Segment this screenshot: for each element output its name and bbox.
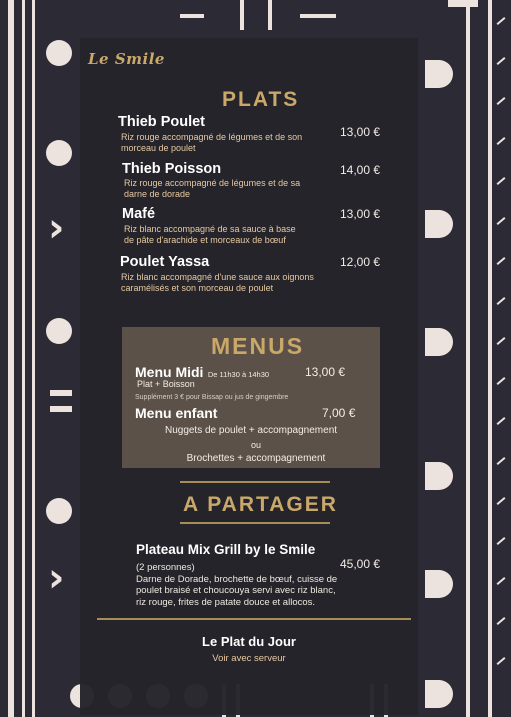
brand-logo: Le Smile [88,50,165,68]
item-desc: Riz blanc accompagné d'une sauce aux oignons caramélisés et son morceau de poulet [121,272,314,293]
item-price: 14,00 € [340,163,381,177]
plat-du-jour-title: Le Plat du Jour [202,634,296,649]
partager-price: 45,00 € [340,557,381,571]
menu-midi-name: Menu Midi [135,364,204,380]
menu-enfant-line2: Brochettes + accompagnement [186,453,326,464]
menu-midi-sub: Plat + Boisson [137,379,195,389]
menu-enfant-name: Menu enfant [135,405,218,421]
plat-du-jour-sub: Voir avec serveur [212,653,286,664]
item-price: 12,00 € [340,255,381,269]
item-mafe: Mafé [122,206,156,222]
menus-title: MENUS [211,333,305,359]
partager-title: A PARTAGER [183,493,338,516]
menu-midi-hours: De 11h30 à 14h30 [207,370,270,379]
mudcloth-background: › › [0,0,511,717]
menu-midi-supplement: Supplément 3 € pour Bissap ou jus de gingembre [135,394,289,401]
item-thieb-poisson: Thieb Poisson [122,161,222,177]
partager-rule-bottom [180,522,330,524]
item-price: 13,00 € [340,207,381,221]
menu-midi-price: 13,00 € [305,365,346,379]
divider [97,618,411,620]
partager-desc: (2 personnes) Darne de Dorade, brochette de bœuf, cuisse de poulet braisé et choucouya servi avec riz blanc, riz rouge, frites de patate douce et allocos. [136,562,338,608]
item-thieb-poulet: Thieb Poulet [118,114,205,130]
item-desc: Riz rouge accompagné de légumes et de sa darne de dorade [124,178,301,199]
partager-rule-top [180,481,330,483]
plats-title: PLATS [222,88,300,111]
menu-enfant-or: ou [250,440,261,450]
item-desc: Riz rouge accompagné de légumes et de son morceau de poulet [121,132,303,153]
item-poulet-yassa: Poulet Yassa [120,254,210,270]
menu-enfant-line1: Nuggets de poulet + accompagnement [164,425,338,436]
menu-enfant-price: 7,00 € [322,406,356,420]
item-desc: Riz blanc accompagné de sa sauce à base de pâte d'arachide et morceaux de bœuf [124,224,296,245]
partager-name: Plateau Mix Grill by le Smile [136,542,316,557]
item-price: 13,00 € [340,125,381,139]
